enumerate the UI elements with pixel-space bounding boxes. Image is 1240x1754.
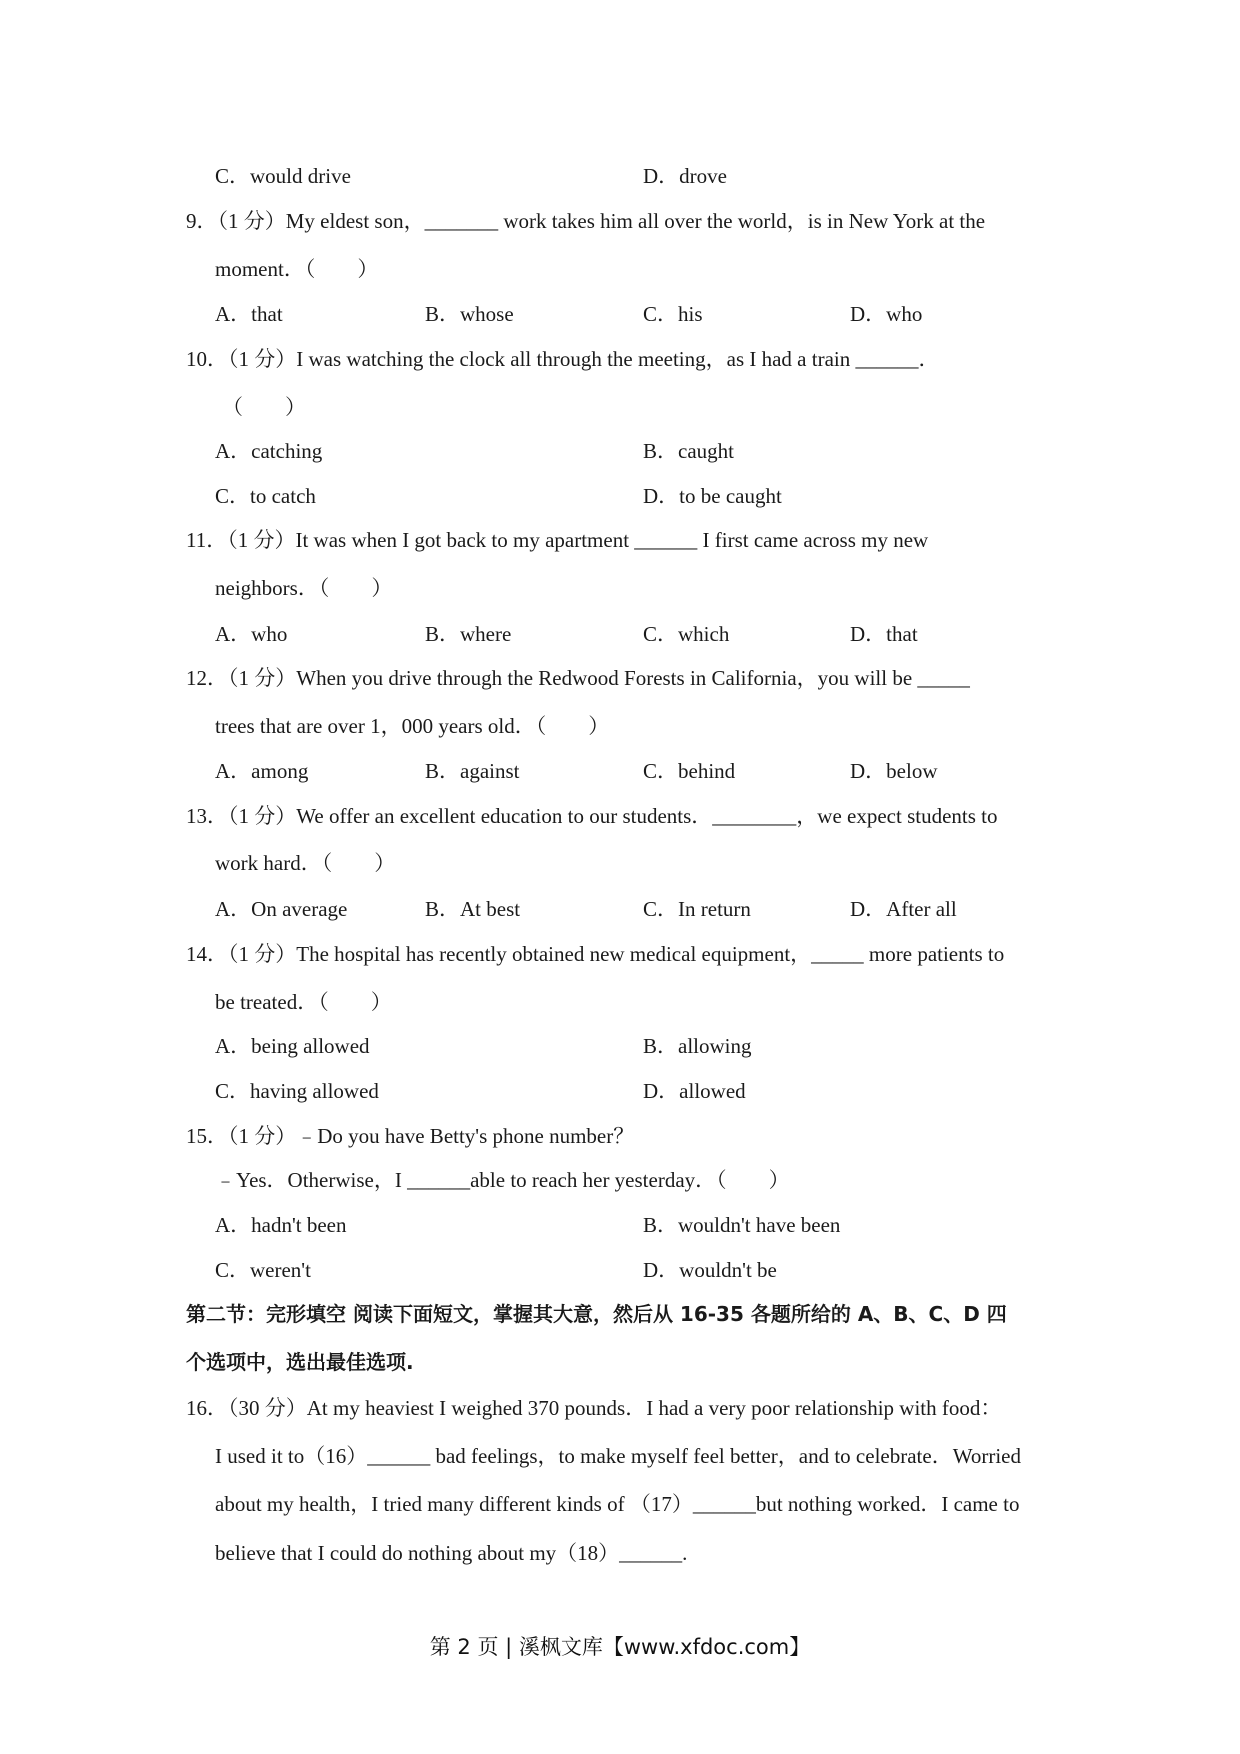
q14-option-b: B．allowing (643, 1034, 752, 1058)
q13-stem: 13．（1 分）We offer an excellent education to our students．________，we expect students to (186, 804, 998, 828)
q15-stem: 15．（1 分）﹣Do you have Betty's phone number？ (186, 1124, 635, 1148)
q13-option-c: C．In return (643, 897, 751, 921)
q15-option-a: A．hadn't been (215, 1213, 347, 1237)
q16-line3: about my health，I tried many different kinds of （17）______but nothing worked．I came to (215, 1492, 1020, 1516)
q14-option-c: C．having allowed (215, 1079, 379, 1103)
q8-option-d: D．drove (643, 164, 727, 188)
q9-option-a: A．that (215, 302, 283, 326)
q14-option-d: D．allowed (643, 1079, 746, 1103)
q10-stem-cont: （ ） (222, 395, 306, 419)
q9-option-c: C．his (643, 302, 703, 326)
q9-option-b: B．whose (425, 302, 514, 326)
q16-line4: believe that I could do nothing about my（18）______. (215, 1541, 688, 1565)
q12-stem: 12．（1 分）When you drive through the Redwood Forests in California，you will be _____ (186, 666, 970, 690)
q16-line1: 16．（30 分）At my heaviest I weighed 370 pounds．I had a very poor relationship with food： (186, 1396, 1002, 1420)
q16-line2: I used it to（16）______ bad feelings，to make myself feel better，and to celebrate．Worried (215, 1444, 1021, 1468)
q12-option-b: B．against (425, 759, 520, 783)
q15-option-d: D．wouldn't be (643, 1258, 777, 1282)
q10-option-a: A．catching (215, 439, 323, 463)
q10-option-c: C．to catch (215, 484, 316, 508)
q11-stem-cont: neighbors．（ ） (215, 576, 393, 600)
q13-stem-cont: work hard．（ ） (215, 851, 396, 875)
q15-stem-cont: ﹣Yes．Otherwise，I ______able to reach her yesterday．（ ） (215, 1168, 790, 1192)
q13-option-a: A．On average (215, 897, 348, 921)
q14-option-a: A．being allowed (215, 1034, 370, 1058)
q15-option-b: B．wouldn't have been (643, 1213, 841, 1237)
q9-stem-cont: moment．（ ） (215, 257, 379, 281)
q15-option-c: C．weren't (215, 1258, 311, 1282)
q11-option-c: C．which (643, 622, 730, 646)
q14-stem-cont: be treated．（ ） (215, 990, 392, 1014)
q11-option-d: D．that (850, 622, 918, 646)
q14-stem: 14．（1 分）The hospital has recently obtained new medical equipment，_____ more patients to (186, 942, 1005, 966)
q13-option-b: B．At best (425, 897, 521, 921)
q10-option-b: B．caught (643, 439, 734, 463)
page-footer: 第 2 页 | 溪枫文库【www.xfdoc.com】 (429, 1635, 811, 1659)
q11-option-a: A．who (215, 622, 288, 646)
q11-option-b: B．where (425, 622, 512, 646)
q13-option-d: D．After all (850, 897, 957, 921)
q9-stem: 9．（1 分）My eldest son，_______ work takes him all over the world，is in New York at the (186, 209, 986, 233)
q10-option-d: D．to be caught (643, 484, 782, 508)
q9-option-d: D．who (850, 302, 923, 326)
q12-option-a: A．among (215, 759, 309, 783)
q12-stem-cont: trees that are over 1，000 years old．（ ） (215, 714, 610, 738)
section-heading-line2: 个选项中，选出最佳选项. (186, 1350, 414, 1374)
q12-option-d: D．below (850, 759, 938, 783)
q11-stem: 11．（1 分）It was when I got back to my apartment ______ I first came across my new (186, 528, 929, 552)
section-heading-line1: 第二节：完形填空 阅读下面短文，掌握其大意，然后从 16-35 各题所给的 A、B、C、D 四 (186, 1302, 1007, 1326)
q10-stem: 10．（1 分）I was watching the clock all through the meeting，as I had a train ______． (186, 347, 940, 371)
q8-option-c: C．would drive (215, 164, 351, 188)
q12-option-c: C．behind (643, 759, 736, 783)
